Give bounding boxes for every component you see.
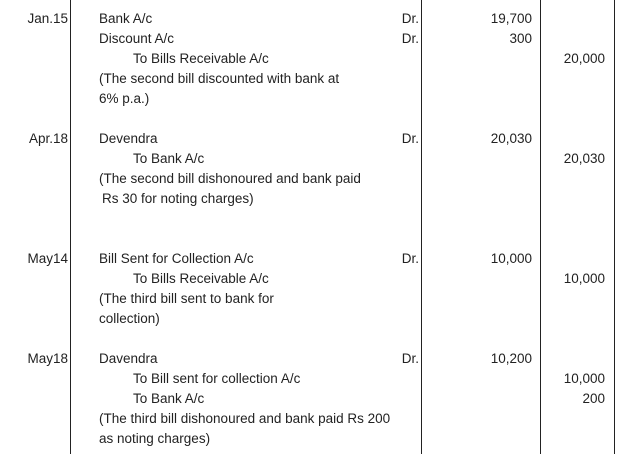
dr-mark: Dr. (401, 351, 419, 366)
debit-amount: 10,200 (490, 351, 532, 366)
debit-amount: 10,000 (490, 251, 532, 266)
column-divider (70, 0, 71, 454)
particulars-line: To Bill sent for collection A/c (133, 371, 301, 386)
narration-line: (The second bill dishonoured and bank paid (99, 171, 361, 186)
particulars-line: To Bills Receivable A/c (133, 51, 269, 66)
particulars-line: Bank A/c (99, 11, 153, 26)
narration-line: (The third bill sent to bank for (99, 291, 274, 306)
credit-amount: 200 (582, 391, 605, 406)
narration-line: 6% p.a.) (99, 91, 150, 106)
narration-line: as noting charges) (99, 431, 211, 446)
entry-date: May14 (27, 251, 68, 266)
column-divider (421, 0, 422, 454)
dr-mark: Dr. (401, 31, 419, 46)
column-divider (614, 0, 615, 454)
debit-amount: 20,030 (490, 131, 532, 146)
debit-amount: 19,700 (490, 11, 532, 26)
narration-line: collection) (99, 311, 160, 326)
credit-amount: 10,000 (563, 371, 605, 386)
credit-amount: 20,000 (563, 51, 605, 66)
debit-amount: 300 (509, 31, 532, 46)
dr-mark: Dr. (401, 11, 419, 26)
dr-mark: Dr. (401, 251, 419, 266)
entry-date: May18 (27, 351, 68, 366)
particulars-line: To Bills Receivable A/c (133, 271, 269, 286)
particulars-line: To Bank A/c (133, 391, 205, 406)
narration-line: (The third bill dishonoured and bank paid Rs 200 (99, 411, 391, 426)
credit-amount: 20,030 (563, 151, 605, 166)
particulars-line: Devendra (99, 131, 158, 146)
particulars-line: Bill Sent for Collection A/c (99, 251, 254, 266)
column-divider (540, 0, 541, 454)
narration-line: (The second bill discounted with bank at (99, 71, 340, 86)
entry-date: Jan.15 (27, 11, 68, 26)
particulars-line: To Bank A/c (133, 151, 205, 166)
dr-mark: Dr. (401, 131, 419, 146)
narration-line: Rs 30 for noting charges) (102, 191, 254, 206)
credit-amount: 10,000 (563, 271, 605, 286)
particulars-line: Davendra (99, 351, 158, 366)
entry-date: Apr.18 (28, 131, 68, 146)
particulars-line: Discount A/c (99, 31, 175, 46)
